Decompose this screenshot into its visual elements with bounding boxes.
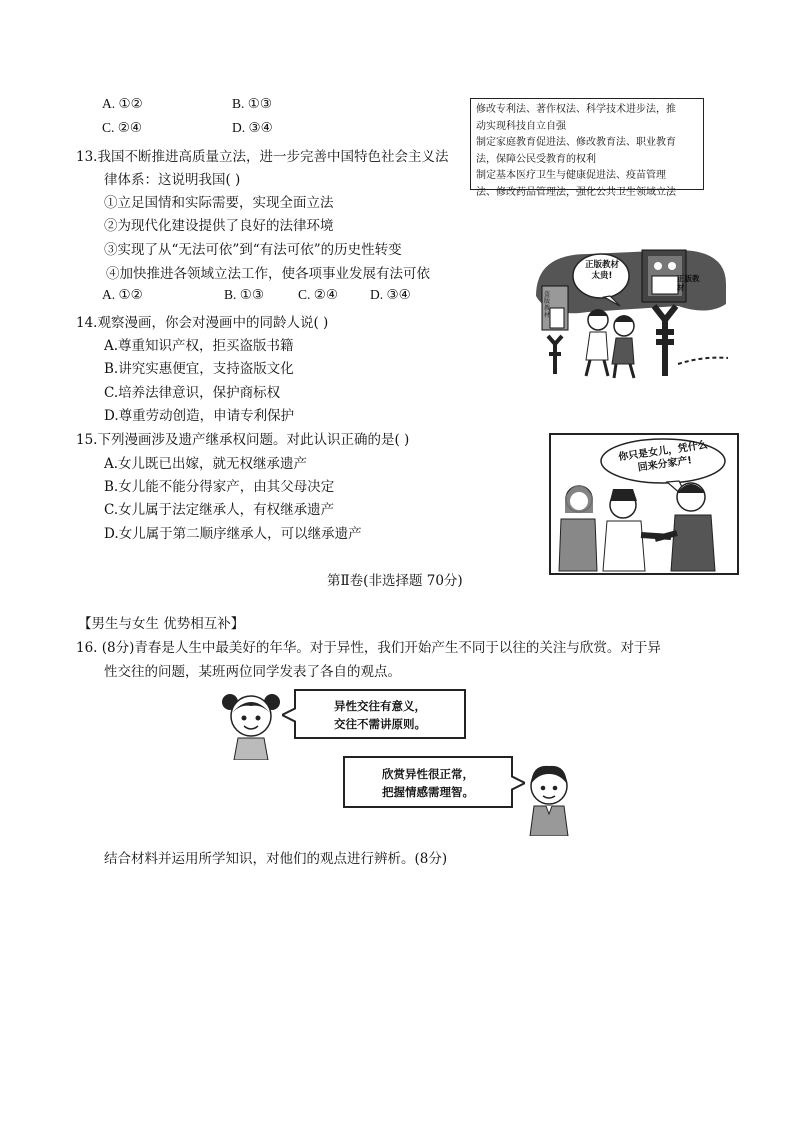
q14-option-a: A.尊重知识产权，拒买盗版书籍	[104, 338, 294, 354]
q13-stem-cont: 律体系：这说明我国( )	[104, 172, 241, 188]
q13-stem: 13.我国不断推进高质量立法，进一步完善中国特色社会主义法	[76, 149, 449, 165]
q16-prompt: 结合材料并运用所学知识，对他们的观点进行辨析。(8分)	[104, 851, 448, 867]
boy-speech-line-2: 把握情感需理智。	[382, 785, 474, 799]
pirate-book-label: 盗版教材	[544, 291, 551, 319]
q12-option-a: A. ①②	[102, 96, 143, 111]
girl-speech-line-2: 交往不需讲原则。	[334, 717, 426, 731]
q15-option-a: A.女儿既已出嫁，就无权继承遗产	[104, 456, 308, 472]
inheritance-cartoon	[549, 433, 739, 575]
q15-option-b: B.女儿能不能分得家产，由其父母决定	[104, 479, 335, 495]
q12-option-b: B. ①③	[232, 96, 272, 111]
q15-stem: 15.下列漫画涉及遗产继承权问题。对此认识正确的是( )	[76, 432, 410, 448]
law-line: 制定家庭教育促进法、修改教育法、职业教育	[476, 137, 676, 148]
girl-bubble-tail	[282, 708, 296, 722]
boy-figure	[526, 762, 572, 836]
girl-speech-line-1: 异性交往有意义，	[334, 699, 426, 713]
q13-option-b: B. ①③	[224, 287, 264, 302]
law-line: 法、修改药品管理法，强化公共卫生领域立法	[476, 186, 676, 198]
boy-speech-bubble	[343, 756, 513, 808]
section-title: 【男生与女生 优势相互补】	[78, 616, 245, 632]
q15-option-d: D.女儿属于第二顺序继承人，可以继承遗产	[104, 526, 362, 542]
law-material-box	[470, 98, 704, 198]
q13-statement-3: ③实现了从“无法可依”到“有法可依”的历史性转变	[104, 242, 402, 258]
boy-bubble-tail	[511, 776, 525, 790]
q13-option-d: D. ③④	[370, 287, 411, 302]
q13-statement-2: ②为现代化建设提供了良好的法律环境	[104, 218, 334, 234]
law-line: 法，保障公民受教育的权利	[476, 153, 596, 165]
piracy-cartoon	[528, 236, 738, 388]
q13-statement-1: ①立足国情和实际需要，实现全面立法	[104, 195, 334, 211]
q12-option-c: C. ②④	[102, 120, 142, 135]
inheritance-bubble-text: 你只是女儿，凭什么回来分家产!	[617, 439, 709, 474]
q15-option-c: C.女儿属于法定继承人，有权继承遗产	[104, 502, 335, 518]
q16-stem: 16. (8分)青春是人生中最美好的年华。对于异性，我们开始产生不同于以往的关注与欣赏。对于异	[76, 640, 661, 656]
q13-option-a: A. ①②	[102, 287, 143, 302]
girl-speech-bubble	[294, 689, 466, 739]
part2-title: 第Ⅱ卷(非选择题 70分)	[327, 573, 463, 589]
q16-stem-cont: 性交往的问题，某班两位同学发表了各自的观点。	[104, 664, 401, 680]
q13-option-c: C. ②④	[298, 287, 338, 302]
genuine-book-label: 正版教材	[677, 274, 700, 292]
q12-option-d: D. ③④	[232, 120, 273, 135]
law-line: 制定基本医疗卫生与健康促进法、疫苗管理	[476, 170, 666, 181]
piracy-bubble-text: 正版教材太贵!	[584, 260, 619, 281]
girl-figure	[222, 688, 280, 760]
boy-speech-line-1: 欣赏异性很正常，	[382, 767, 474, 781]
law-line: 动实现科技自立自强	[476, 120, 566, 132]
q14-stem: 14.观察漫画，你会对漫画中的同龄人说( )	[76, 315, 329, 331]
law-line: 修改专利法、著作权法、科学技术进步法，推	[476, 104, 676, 115]
q14-option-c: C.培养法律意识，保护商标权	[104, 385, 281, 401]
q14-option-b: B.讲究实惠便宜，支持盗版文化	[104, 361, 294, 377]
q13-statement-4: ④加快推进各领域立法工作，使各项事业发展有法可依	[106, 266, 430, 282]
q14-option-d: D.尊重劳动创造，申请专利保护	[104, 408, 295, 424]
